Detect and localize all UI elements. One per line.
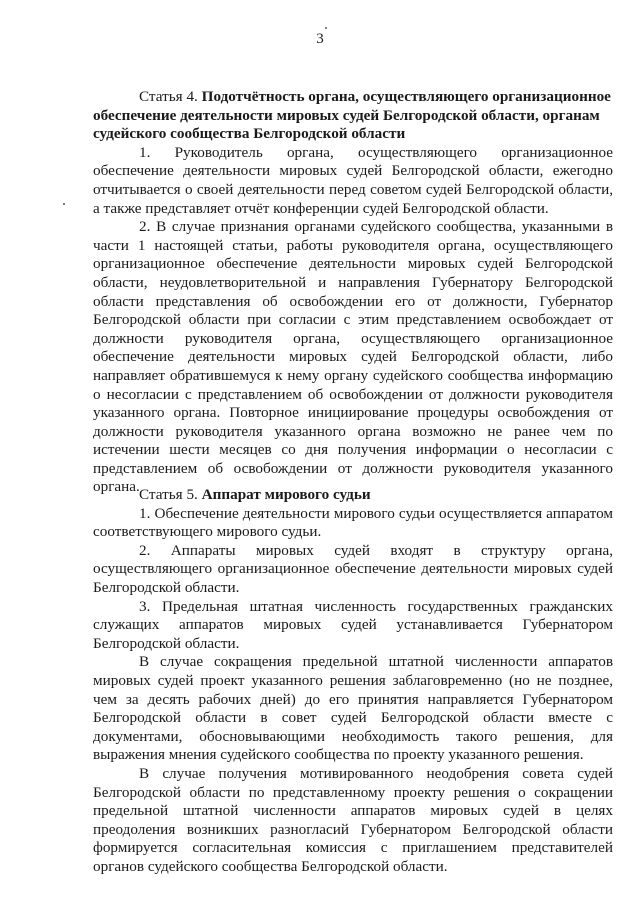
scan-speck — [63, 203, 65, 205]
scan-speck — [325, 27, 327, 29]
article-5-title: Аппарат мирового судьи — [201, 486, 371, 503]
article-4-paragraph-2: 2. В случае признания органами судейского сообщества, указанными в части 1 настоящей статьи, работы руководителя органа, осуществляющего организационное обеспечение деятельности мировых судей Белгородской области, неудовлетворительной и направления Губернатору Белгородской области представления об освобождении его от должности, Губернатор Белгородской области при согласии с этим представлением освобождает от должности руководителя органа, осуществляющего организационное обеспечение деятельности мировых судей Белгородской области, либо направляет обратившемуся к нему органу судейского сообщества информацию о несогласии с представлением об освобождении от должности руководителя указанного органа. Повторное инициирование процедуры освобождения от должности руководителя указанного органа возможно не ранее чем по истечении шести месяцев со дня получения информации о несогласии с представлением об освобождении от должности руководителя указанного органа. — [93, 218, 613, 496]
article-5-paragraph-4: В случае сокращения предельной штатной численности аппаратов мировых судей проект указанного решения заблаговременно (но не позднее, чем за десять рабочих дней) до его принятия направляется Губернатором Белгородской области в совет судей Белгородской области вместе с документами, обосновывающими необходимость такого решения, для выражения мнения судейского сообщества по проекту указанного решения. — [93, 653, 613, 764]
article-5 — [93, 486, 613, 876]
article-4-title: Подотчётность органа, осуществляющего организационное обеспечение деятельности мировых судей Белгородской области, органам судейского сообщества Белгородской области — [93, 88, 611, 143]
article-4-heading — [93, 88, 613, 144]
article-5-prefix: Статья 5. — [139, 486, 198, 503]
page-number: 3 — [316, 31, 324, 47]
article-4 — [93, 88, 613, 497]
article-5-paragraph-5: В случае получения мотивированного неодобрения совета судей Белгородской области по представленному проекту решения о сокращении предельной штатной численности аппаратов мировых судей в целях преодоления возникших разногласий Губернатором Белгородской области формируется согласительная комиссия с приглашением представителей органов судейского сообщества Белгородской области. — [93, 764, 613, 875]
article-5-heading — [93, 486, 613, 505]
article-5-paragraph-1: 1. Обеспечение деятельности мирового судьи осуществляется аппаратом соответствующего мирового судьи. — [93, 504, 613, 541]
article-5-paragraph-3: 3. Предельная штатная численность государственных гражданских служащих аппаратов мировых судей устанавливается Губернатором Белгородской области. — [93, 597, 613, 652]
article-5-paragraph-2: 2. Аппараты мировых судей входят в структуру органа, осуществляющего организационное обеспечение деятельности мировых судей Белгородской области. — [93, 541, 613, 596]
article-4-paragraph-1: 1. Руководитель органа, осуществляющего организационное обеспечение деятельности мировых судей Белгородской области, ежегодно отчитывается о своей деятельности перед советом судей Белгородской области, а также представляет отчёт конференции судей Белгородской области. — [93, 143, 613, 217]
article-4-prefix: Статья 4. — [139, 88, 198, 105]
